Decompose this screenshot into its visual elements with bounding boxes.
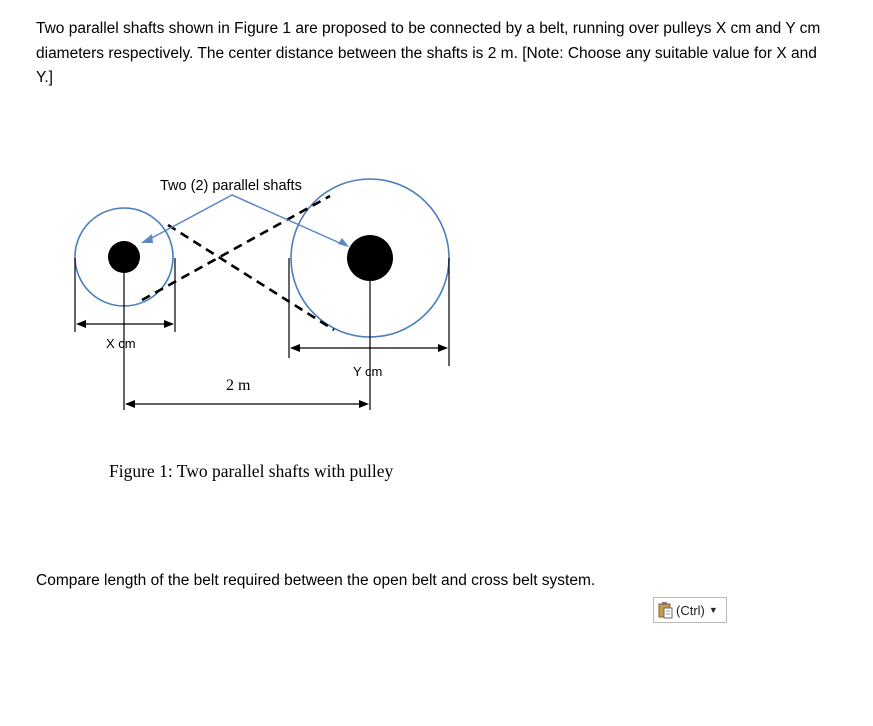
label-x-cm: X cm bbox=[106, 336, 136, 351]
paste-options-button[interactable] bbox=[653, 597, 727, 623]
figure-caption: Figure 1: Two parallel shafts with pulley bbox=[109, 461, 394, 481]
dim-x-arrow-left bbox=[76, 320, 86, 328]
label-y-cm: Y cm bbox=[353, 364, 383, 379]
leader-arrowhead-left bbox=[141, 234, 153, 243]
label-parallel-shafts: Two (2) parallel shafts bbox=[160, 178, 302, 194]
paste-options-label: (Ctrl) bbox=[676, 602, 705, 618]
dim-y-arrow-right bbox=[438, 344, 448, 352]
dim-d-arrow-left bbox=[125, 400, 135, 408]
dim-x-arrow-right bbox=[164, 320, 174, 328]
dim-d-arrow-right bbox=[359, 400, 369, 408]
leader-arrowhead-right bbox=[338, 238, 349, 247]
chevron-down-icon: ▼ bbox=[708, 605, 718, 615]
label-center-distance: 2 m bbox=[226, 377, 251, 394]
dim-y-arrow-left bbox=[290, 344, 300, 352]
question-paragraph: Compare length of the belt required between the open belt and cross belt system. bbox=[36, 572, 596, 589]
clipboard-icon bbox=[658, 601, 674, 619]
cross-belt bbox=[142, 196, 334, 330]
intro-paragraph: Two parallel shafts shown in Figure 1 are proposed to be connected by a belt, running over pulleys X cm and Y cm diameters respectively. The center distance between the shafts is 2 m. [Note: Choose any suitable value for X and Y.] bbox=[36, 20, 821, 86]
